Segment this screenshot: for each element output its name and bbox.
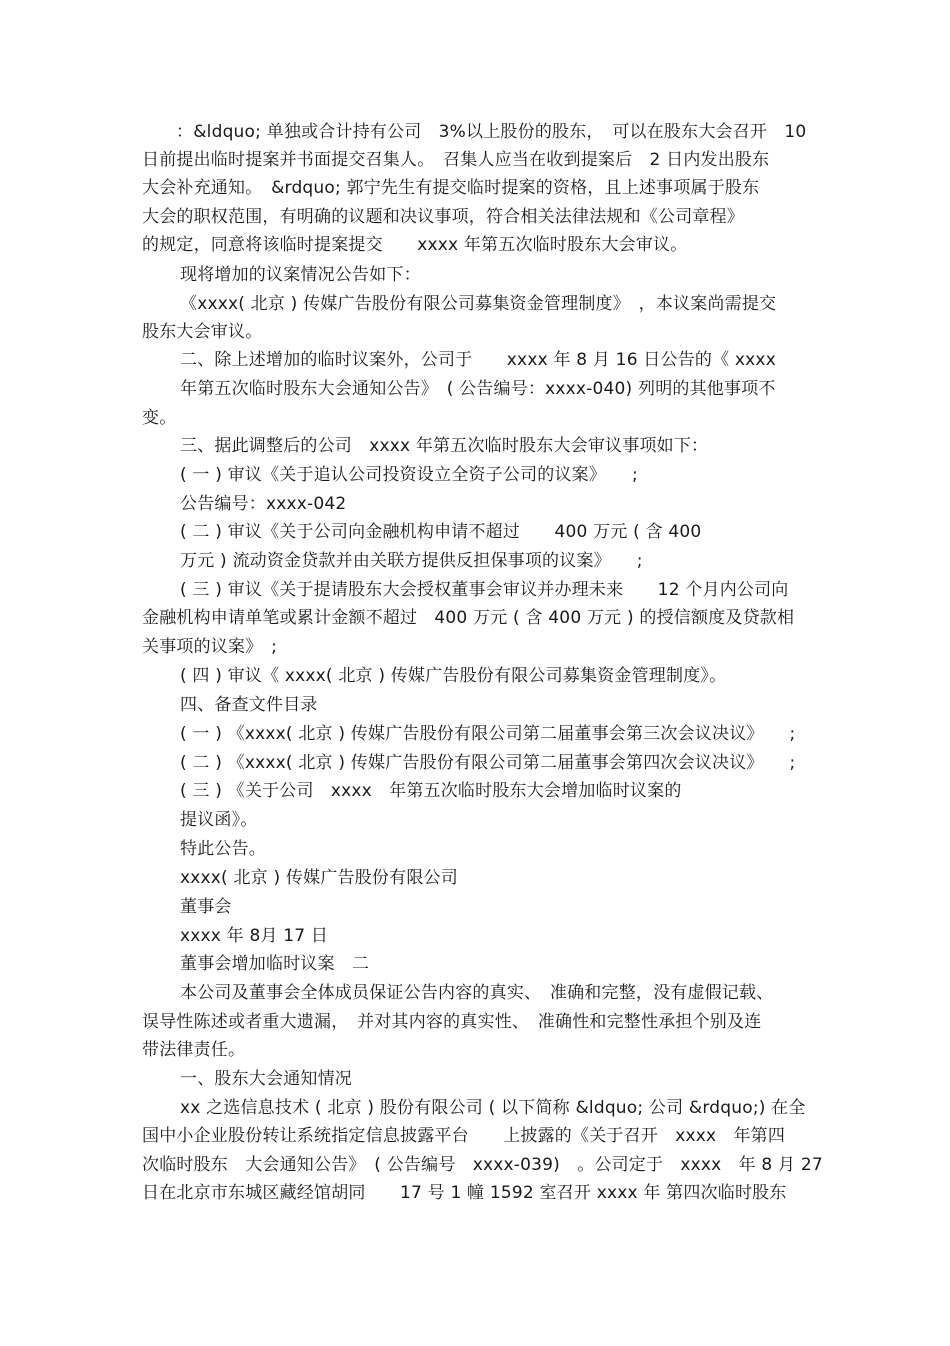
text-line: 四、备查文件目录 <box>180 695 318 715</box>
text-line: 变。 <box>142 408 177 428</box>
text-line: 现将增加的议案情况公告如下： <box>180 265 421 285</box>
text-line: 《xxxx( 北京 ) 传媒广告股份有限公司募集资金管理制度》 ，本议案尚需提交 <box>180 294 777 314</box>
text-line: 年第五次临时股东大会通知公告》 ( 公告编号：xxxx-040) 列明的其他事项不 <box>180 379 776 399</box>
text-line: 关事项的议案》 ; <box>142 637 278 657</box>
text-line: 的规定，同意将该临时提案提交 xxxx 年第五次临时股东大会审议。 <box>142 235 688 255</box>
text-line: 一、股东大会通知情况 <box>180 1069 352 1089</box>
text-line: 万元 ) 流动资金贷款并由关联方提供反担保事项的议案》 ; <box>180 551 643 571</box>
text-line: 次临时股东 大会通知公告》 ( 公告编号 xxxx-039) 。公司定于 xxxx 年 8 月 27 <box>142 1155 823 1175</box>
text-line: xxxx 年 8月 17 日 <box>180 926 329 946</box>
text-line: 带法律责任。 <box>142 1040 246 1060</box>
text-line: 提议函》。 <box>180 810 258 830</box>
text-line: 特此公告。 <box>180 839 266 859</box>
text-line: 董事会增加临时议案 二 <box>180 954 370 974</box>
text-line: 国中小企业股份转让系统指定信息披露平台 上披露的《关于召开 xxxx 年第四 <box>142 1126 786 1146</box>
text-line: ( 二 ) 审议《关于公司向金融机构申请不超过 400 万元 ( 含 400 <box>180 522 702 542</box>
text-line: ( 三 ) 《关于公司 xxxx 年第五次临时股东大会增加临时议案的 <box>180 781 682 801</box>
text-line: xx 之选信息技术 ( 北京 ) 股份有限公司 ( 以下简称 &ldquo; 公司 &rdquo;) 在全 <box>180 1098 806 1118</box>
text-line: 公告编号：xxxx-042 <box>180 494 347 514</box>
text-line: 日前提出临时提案并书面提交召集人。 召集人应当在收到提案后 2 日内发出股东 <box>142 150 770 170</box>
text-line: 日在北京市东城区藏经馆胡同 17 号 1 幢 1592 室召开 xxxx 年 第四次临时股东 <box>142 1183 787 1203</box>
text-line: ( 一 ) 《xxxx( 北京 ) 传媒广告股份有限公司第二届董事会第三次会议决议》 ; <box>180 724 796 744</box>
text-line: ：&ldquo; 单独或合计持有公司 3%以上股份的股东， 可以在股东大会召开 10 <box>176 122 807 142</box>
text-line: 误导性陈述或者重大遗漏， 并对其内容的真实性、 准确性和完整性承担个别及连 <box>142 1012 762 1032</box>
text-line: 三、据此调整后的公司 xxxx 年第五次临时股东大会审议事项如下： <box>180 436 709 456</box>
text-line: ( 二 ) 《xxxx( 北京 ) 传媒广告股份有限公司第二届董事会第四次会议决议》 ; <box>180 753 796 773</box>
text-line: 金融机构申请单笔或累计金额不超过 400 万元 ( 含 400 万元 ) 的授信额度及贷款相 <box>142 608 795 628</box>
text-line: 董事会 <box>180 897 232 917</box>
text-line: 大会的职权范围，有明确的议题和决议事项，符合相关法律法规和《公司章程》 <box>142 207 744 227</box>
text-line: ( 三 ) 审议《关于提请股东大会授权董事会审议并办理未来 12 个月内公司向 <box>180 580 789 600</box>
text-line: ( 四 ) 审议《 xxxx( 北京 ) 传媒广告股份有限公司募集资金管理制度》。 <box>180 666 727 686</box>
text-line: xxxx( 北京 ) 传媒广告股份有限公司 <box>180 868 458 888</box>
text-line: 大会补充通知。 &rdquo; 郭宁先生有提交临时提案的资格，且上述事项属于股东 <box>142 178 760 198</box>
text-line: 本公司及董事会全体成员保证公告内容的真实、 准确和完整，没有虚假记载、 <box>180 983 774 1003</box>
text-line: ( 一 ) 审议《关于追认公司投资设立全资子公司的议案》 ; <box>180 465 638 485</box>
text-line: 股东大会审议。 <box>142 322 263 342</box>
text-line: 二、除上述增加的临时议案外，公司于 xxxx 年 8 月 16 日公告的《 xxxx <box>180 350 776 370</box>
